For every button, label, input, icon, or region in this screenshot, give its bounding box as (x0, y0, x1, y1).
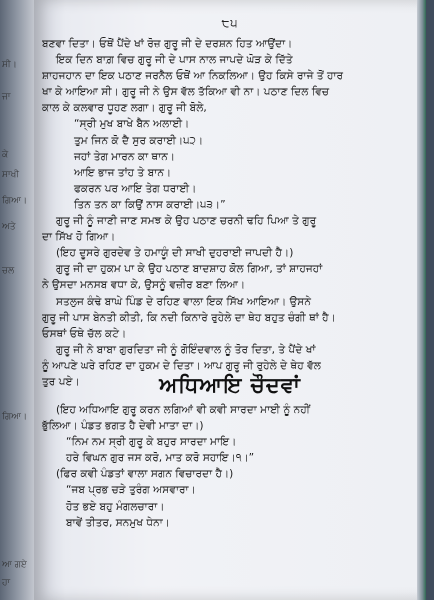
text-line: ਨੂੰ ਆਪਣੇ ਘਰੇ ਰਹਿਣ ਦਾ ਹੁਕਮ ਦੇ ਦਿਤਾ। ਆਪ ਗੁਰੂ ਜੀ ਰੁਹੇਲੇ ਦੇ ਥੇਹ ਵੱਲ (42, 359, 321, 372)
verse-line: ਆਇ ਭਾਜ ਤਾਂਹ ਤੇ ਬਾਨ। (74, 166, 172, 179)
margin-fragment: ਅਤੇ (2, 222, 16, 232)
margin-fragment: ਜਾ (2, 92, 11, 102)
book-page (34, 0, 426, 600)
text-line: (ਇਹ ਅਧਿਆਇ ਗੁਰੂ ਕਰਨ ਲਗਿਆਂ ਵੀ ਕਵੀ ਸਾਰਦਾ ਮਾਈ ਨੂੰ ਨਹੀਂ (56, 404, 310, 416)
verse-line: “ਸ੍ਰੀ ਮੁਖ ਬਾਖੇ ਬੈਨ ਅਲਾਈ। (74, 118, 190, 131)
verse-line: “ਜਬ ਪ੍ਰਭ ਚੜੇ ਤੁਰੰਗ ਅਸਵਾਰਾ। (66, 484, 196, 497)
chapter-heading: ਅਧਿਆਇ ਚੌਦਵਾਂ (159, 373, 301, 397)
text-line: ਕਾਲ ਕੇ ਕਲਵਾਰ ਧੂਹਣ ਲਗਾ। ਗੁਰੂ ਜੀ ਬੋਲੇ, (42, 102, 207, 115)
text-line: ਬਣਵਾ ਦਿਤਾ। ਓਥੋਂ ਪੈਂਦੇ ਖਾਂ ਰੋਜ਼ ਗੁਰੂ ਜੀ ਦੇ ਦਰਸ਼ਨ ਹਿਤ ਆਉਂਦਾ। (42, 38, 293, 50)
adjacent-page-spine (0, 0, 36, 600)
margin-fragment: ਗਿਆ। (2, 196, 28, 206)
margin-fragment: ਕੇ (2, 150, 9, 160)
verse-line: ਹੋਤ ਭਏ ਬਹੁ ਮੰਗਲਚਾਰਾ। (66, 500, 165, 513)
page-number: ੮੫ (221, 16, 239, 30)
verse-line: ਫਕਰਨ ਪਰ ਆਇ ਤੇਗ ਧਰਾਈ। (74, 182, 197, 195)
verse-line: ਤੁਮ ਜਿਨ ਕੋ ਦੈ ਸੁਰ ਕਰਾਈ।੫੨। (74, 134, 204, 147)
text-line: ਤੁਰ ਪਏ। (42, 375, 80, 388)
text-line: ਦਾ ਸਿੱਖ ਹੋ ਗਿਆ। (42, 231, 116, 244)
margin-fragment: ਸੀ। (2, 60, 17, 70)
text-line: ਗੁਰੂ ਜੀ ਪਾਸ ਬੇਨਤੀ ਕੀਤੀ, ਕਿ ਨਦੀ ਕਿਨਾਰੇ ਰੁਹੇਲੇ ਦਾ ਥੇਹ ਬਹੁਤ ਚੰਗੀ ਥਾਂ ਹੈ। (42, 311, 336, 324)
text-line: (ਇਹ ਦੂਸਰੇ ਗੁਰਦੇਵ ਤੇ ਹਮਾਯੂੰ ਦੀ ਸਾਖੀ ਦੁਹਰਾਈ ਜਾਪਦੀ ਹੈ।) (56, 247, 294, 260)
text-line: ਗੁਰੂ ਜੀ ਨੇ ਬਾਬਾ ਗੁਰਦਿਤਾ ਜੀ ਨੂੰ ਗੋਇੰਦਵਾਲ ਨੂੰ ਤੋਰ ਦਿਤਾ, ਤੇ ਪੈਂਦੇ ਖਾਂ (56, 343, 316, 356)
text-line: (ਫਿਰ ਕਵੀ ਪੰਡਤਾਂ ਵਾਲਾ ਸਗਨ ਵਿਚਾਰਦਾ ਹੈ।) (56, 468, 234, 481)
margin-fragment: ਹਾ (2, 578, 11, 588)
text-line: ਖਾ ਕੇ ਆਇਆ ਸੀ। ਗੁਰੂ ਜੀ ਨੇ ਉਸ ਵੱਲ ਤੱਕਿਆ ਵੀ ਨਾ। ਪਠਾਣ ਦਿਲ ਵਿਚ (42, 86, 329, 99)
text-line: ਸ਼ਾਹਜਹਾਨ ਦਾ ਇਕ ਪਠਾਣ ਜਰਨੈਲ ਓਥੋਂ ਆ ਨਿਕਲਿਆ। ਉਹ ਕਿਸੇ ਰਾਜੇ ਤੋਂ ਹਾਰ (42, 70, 344, 83)
text-line: ਨੇ ਉਸਦਾ ਮਨਸਬ ਵਧਾ ਕੇ, ਉਸਨੂੰ ਵਜ਼ੀਰ ਬਣਾ ਲਿਆ। (42, 279, 246, 292)
margin-fragment: ਸਾਖੀ (2, 170, 19, 180)
text-line: ਗੁਰੂ ਜੀ ਦਾ ਹੁਕਮ ਪਾ ਕੇ ਉਹ ਪਠਾਣ ਬਾਦਸ਼ਾਹ ਕੋਲ ਗਿਆ, ਤਾਂ ਸ਼ਾਹਜਹਾਂ (56, 263, 323, 276)
text-line: ਭੁੱਲਿਆ। ਪੰਡਤ ਭਗਤ ਹੈ ਦੇਵੀ ਮਾਤਾ ਦਾ।) (42, 420, 204, 433)
verse-line: “ਨਿਮ ਨਮ ਸ੍ਰੀ ਗੁਰੂ ਕੇ ਬਹੁਰ ਸਾਰਦਾ ਮਾਇ। (66, 436, 237, 449)
body-text-bottom (42, 402, 412, 531)
verse-line: ਬਾਵੇਂ ਤੀਤਰ, ਸਨਮੁਖ ਧੇਨਾ। (66, 516, 170, 529)
page-edge (417, 0, 426, 600)
verse-line: ਤਿਨ ਤਨ ਕਾ ਕਿਉਂ ਨਾਸ ਕਰਾਈ।੫੩।” (74, 198, 226, 211)
margin-fragment: ਚਲ (2, 266, 15, 276)
text-line: ਓਸਥਾਂ ਓਥੇ ਚੱਲ ਕਟੇ। (42, 327, 127, 340)
margin-fragment: ਗਿਆ। (2, 412, 28, 422)
margin-fragment: ਆ ਗਏ (2, 560, 27, 570)
body-text-top (42, 36, 412, 390)
verse-line: ਹਰੇ ਵਿਘਨ ਗੁਰ ਜਸ ਕਰੋ, ਮਾਤ ਕਰੋ ਸਹਾਇ।੧।” (66, 452, 255, 465)
text-line: ਇਕ ਦਿਨ ਬਾਗ਼ ਵਿਚ ਗੁਰੂ ਜੀ ਦੇ ਪਾਸ ਨਾਲ ਜਾਪਦੇ ਘੋੜ ਕੇ ਦਿੱਤੇ (56, 54, 293, 67)
verse-line: ਜਹਾਂ ਤੇਗ ਮਾਰਨ ਕਾ ਥਾਨ। (74, 150, 175, 163)
text-line: ਸਤਲੁਜ ਕੰਢੇ ਬਾਘੇ ਪਿੰਡ ਦੇ ਰਹਿਣ ਵਾਲਾ ਇਕ ਸਿੱਖ ਆਇਆ। ਉਸਨੇ (56, 295, 311, 308)
text-line: ਗੁਰੂ ਜੀ ਨੂੰ ਜਾਣੀ ਜਾਣ ਸਮਝ ਕੇ ਉਹ ਪਠਾਣ ਚਰਨੀ ਢਹਿ ਪਿਆ ਤੇ ਗੁਰੂ (56, 215, 317, 228)
